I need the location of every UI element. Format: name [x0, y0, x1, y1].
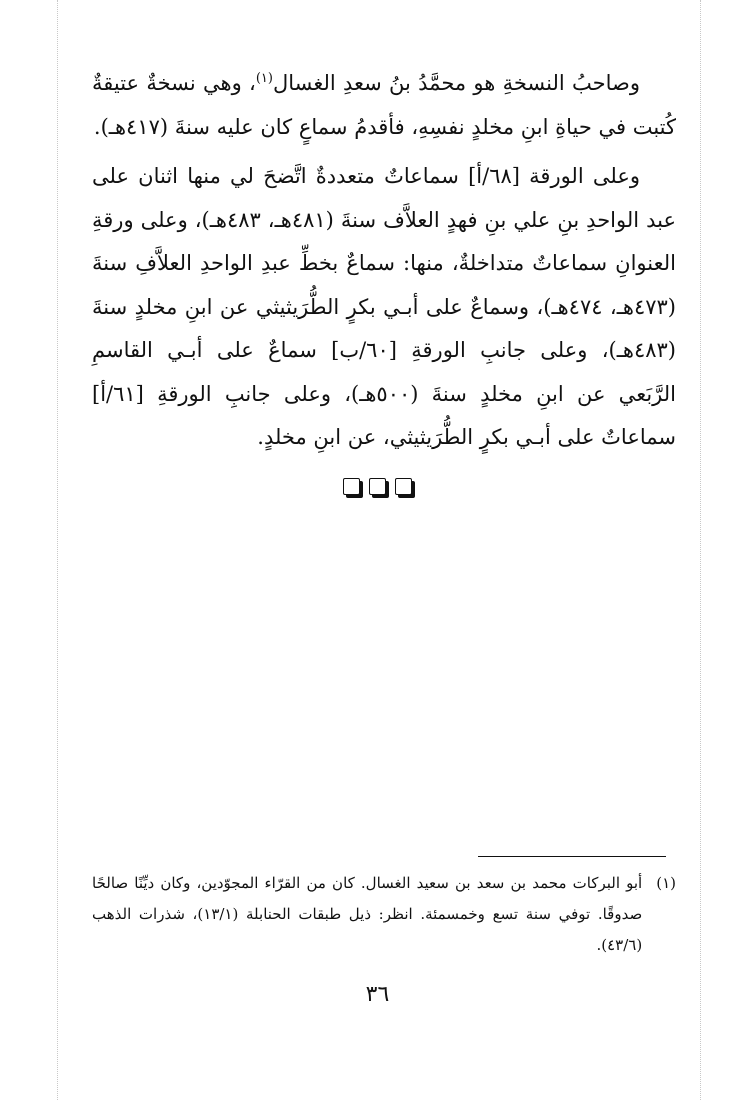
paragraph-1	[92, 62, 676, 149]
footnote-number: (١)	[656, 874, 676, 892]
square-ornament-icon	[369, 478, 386, 495]
section-separator	[0, 478, 755, 495]
paragraph-2: وعلى الورقة [٦٨/أ] سماعاتٌ متعددةٌ اتَّضحَ لي منها اثنان على عبد الواحدِ بنِ علي بنِ فهدٍ العلاَّف سنةَ (٤٨١هـ، ٤٨٣هـ)، وعلى ورقةِ العنوانِ سماعاتٌ متداخلةٌ، منها: سماعٌ بخطِّ عبدِ الواحدِ العلاَّفِ سنةَ (٤٧٣هـ، ٤٧٤هـ)، وسماعٌ على أبـي بكرٍ الطُّرَيثيثي عن ابنِ مخلدٍ سنةَ (٤٨٣هـ)، وعلى جانبِ الورقةِ [٦٠/ب] سماعٌ على أبـي القاسمِ الرَّبَعي عن ابنِ مخلدٍ سنةَ (٥٠٠هـ)، وعلى جانبِ الورقةِ [٦١/أ] سماعاتٌ على أبـي بكرٍ الطُّرَيثيثي، عن ابنِ مخلدٍ.	[92, 164, 676, 449]
page-number: ٣٦	[365, 982, 390, 1007]
margin-line-left	[57, 0, 58, 1100]
square-ornament-icon	[343, 478, 360, 495]
main-text-body	[92, 62, 676, 460]
footnote-text: أبو البركات محمد بن سعد بن سعيد الغسال. كان من القرّاء المجوّدين، وكان ديِّنًا صالحًا صدوقًا. توفي سنة تسع وخمسمئة. انظر: ذيل طبقات الحنابلة (١٣/١)، شذرات الذهب (٤٣/٦).	[92, 874, 643, 954]
footnote-divider	[478, 856, 666, 857]
paragraph-1-continuation: ، وهي نسخةٌ عتيقةٌ كُتبت في حياةِ ابنِ مخلدٍ نفسِهِ، فأقدمُ سماعٍ كان عليه سنةَ (٤١٧هـ).	[92, 71, 676, 139]
footnote	[92, 868, 676, 961]
square-ornament-icon	[395, 478, 412, 495]
paragraph-1-text: وصاحبُ النسخةِ هو محمَّدُ بنُ سعدِ الغسال	[272, 71, 640, 95]
margin-line-right	[700, 0, 701, 1100]
footnote-reference: (١)	[255, 71, 273, 86]
